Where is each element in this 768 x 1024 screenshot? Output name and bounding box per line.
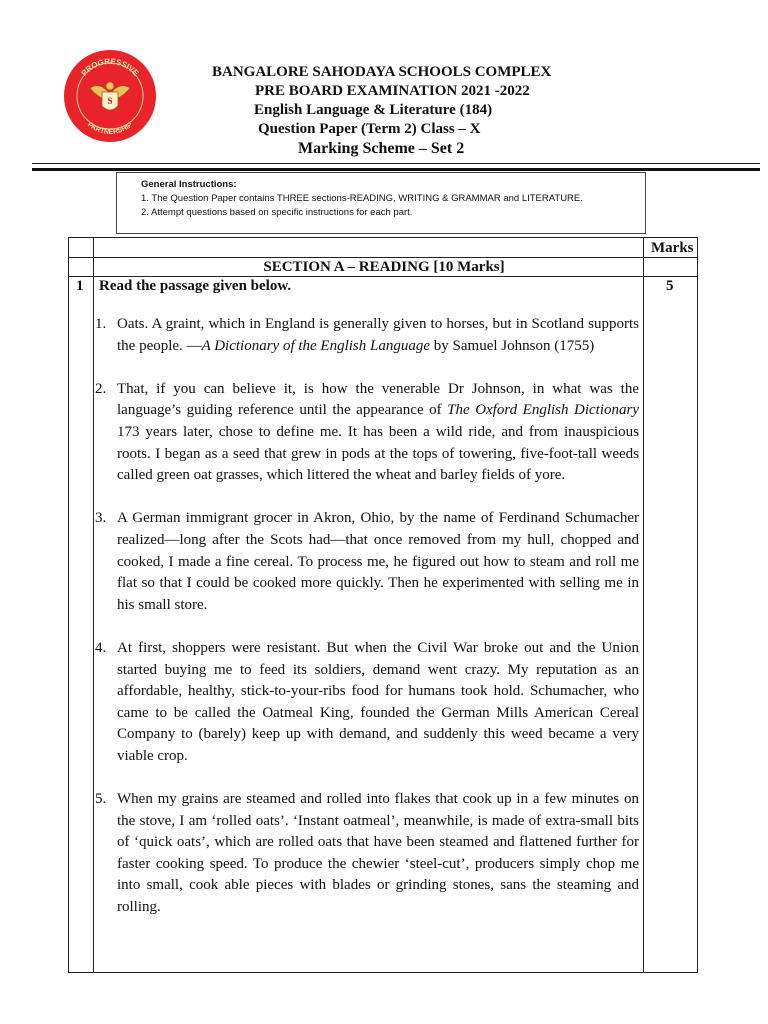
instructions-title: General Instructions:	[141, 179, 237, 190]
table-row-divider	[69, 257, 697, 258]
passage	[93, 314, 639, 940]
header-line-2: PRE BOARD EXAMINATION 2021 -2022	[255, 83, 530, 99]
header-line-4: Question Paper (Term 2) Class – X	[258, 121, 481, 137]
logo-center-letter: S	[107, 96, 113, 106]
instruction-item: 2. Attempt questions based on specific instructions for each part.	[141, 207, 413, 218]
paragraph-text: 173 years later, chose to define me. It has been a wild ride, and from inauspicious roots. I began as a seed that grew in pods at the tops of towering, five-foot-tall weeds called green oat grasses, which littered the wheat and barley fields of yore.	[117, 423, 639, 484]
paragraph-text: A German immigrant grocer in Akron, Ohio, by the name of Ferdinand Schumacher realized—long after the Scots had—that once removed from my hull, chopped and cooked, I made a fine cereal. To process me, he figured out how to steam and roll me flat so that I could be cooked more quickly. Then he experimented with selling me in his small store.	[117, 510, 639, 613]
paragraph-text: At first, shoppers were resistant. But when the Civil War broke out and the Union started buying me to feed its soldiers, demand went crazy. My reputation as an affordable, healthy, stick-to-your-ribs food for humans took hold. Schumacher, who came to be called the Oatmeal King, founded the German Mills American Cereal Company to (barely) keep up with demand, and suddenly this weed became a very viable crop.	[117, 639, 639, 764]
paragraph-number: 3.	[95, 510, 107, 527]
paragraph-italic-title: A Dictionary of the English Language	[201, 337, 431, 354]
logo-text-top: PROGRESSIVE	[79, 56, 141, 78]
paragraph-text: by Samuel Johnson (1755)	[430, 337, 595, 354]
passage-paragraph	[93, 314, 639, 357]
question-marks: 5	[666, 278, 674, 294]
question-text: Read the passage given below.	[99, 278, 292, 294]
paragraph-number: 5.	[95, 791, 107, 808]
table-column-divider	[643, 238, 644, 972]
paragraph-text: That, if you can believe it, is how the venerable Dr Johnson, in what was the language’s guiding reference until the appearance of	[117, 380, 639, 419]
paragraph-text: Oats. A graint, which in England is generally given to horses, but in Scotland supports the people. —	[117, 316, 639, 354]
school-logo	[62, 48, 158, 144]
instruction-item: 1. The Question Paper contains THREE sections-READING, WRITING & GRAMMAR and LITERATURE.	[141, 193, 583, 204]
paragraph-number: 2.	[95, 380, 107, 397]
logo-text-bottom: PARTNERSHIP	[85, 121, 135, 137]
question-number: 1	[76, 278, 84, 294]
section-title: SECTION A – READING [10 Marks]	[263, 259, 505, 275]
passage-paragraph	[93, 638, 639, 768]
header-line-1: BANGALORE SAHODAYA SCHOOLS COMPLEX	[212, 64, 552, 80]
header-divider-thick	[32, 168, 760, 171]
paragraph-italic-title: The Oxford English Dictionary	[447, 402, 639, 419]
passage-paragraph	[93, 789, 639, 919]
general-instructions-box	[116, 172, 646, 234]
header-line-3: English Language & Literature (184)	[254, 102, 493, 118]
table-row-divider	[69, 276, 697, 277]
marks-column-header: Marks	[651, 240, 694, 256]
paragraph-number: 4.	[95, 639, 107, 656]
header-line-5: Marking Scheme – Set 2	[298, 140, 465, 157]
passage-paragraph	[93, 508, 639, 616]
header-divider-thin	[32, 163, 760, 164]
paragraph-number: 1.	[95, 316, 107, 332]
passage-paragraph	[93, 379, 639, 487]
marking-scheme-table	[68, 237, 698, 973]
paragraph-text: When my grains are steamed and rolled into flakes that cook up in a few minutes on the stove, I am ‘rolled oats’. ‘Instant oatmeal’, meanwhile, is made of extra-small bits of ‘quick oats’, which are rolled oats that have been steamed and flattened further for faster cooking speed. To produce the chewier ‘steel-cut’, producers simply chop me into small, cook able pieces with blades or grinding stones, sans the steaming and rolling.	[117, 791, 639, 916]
